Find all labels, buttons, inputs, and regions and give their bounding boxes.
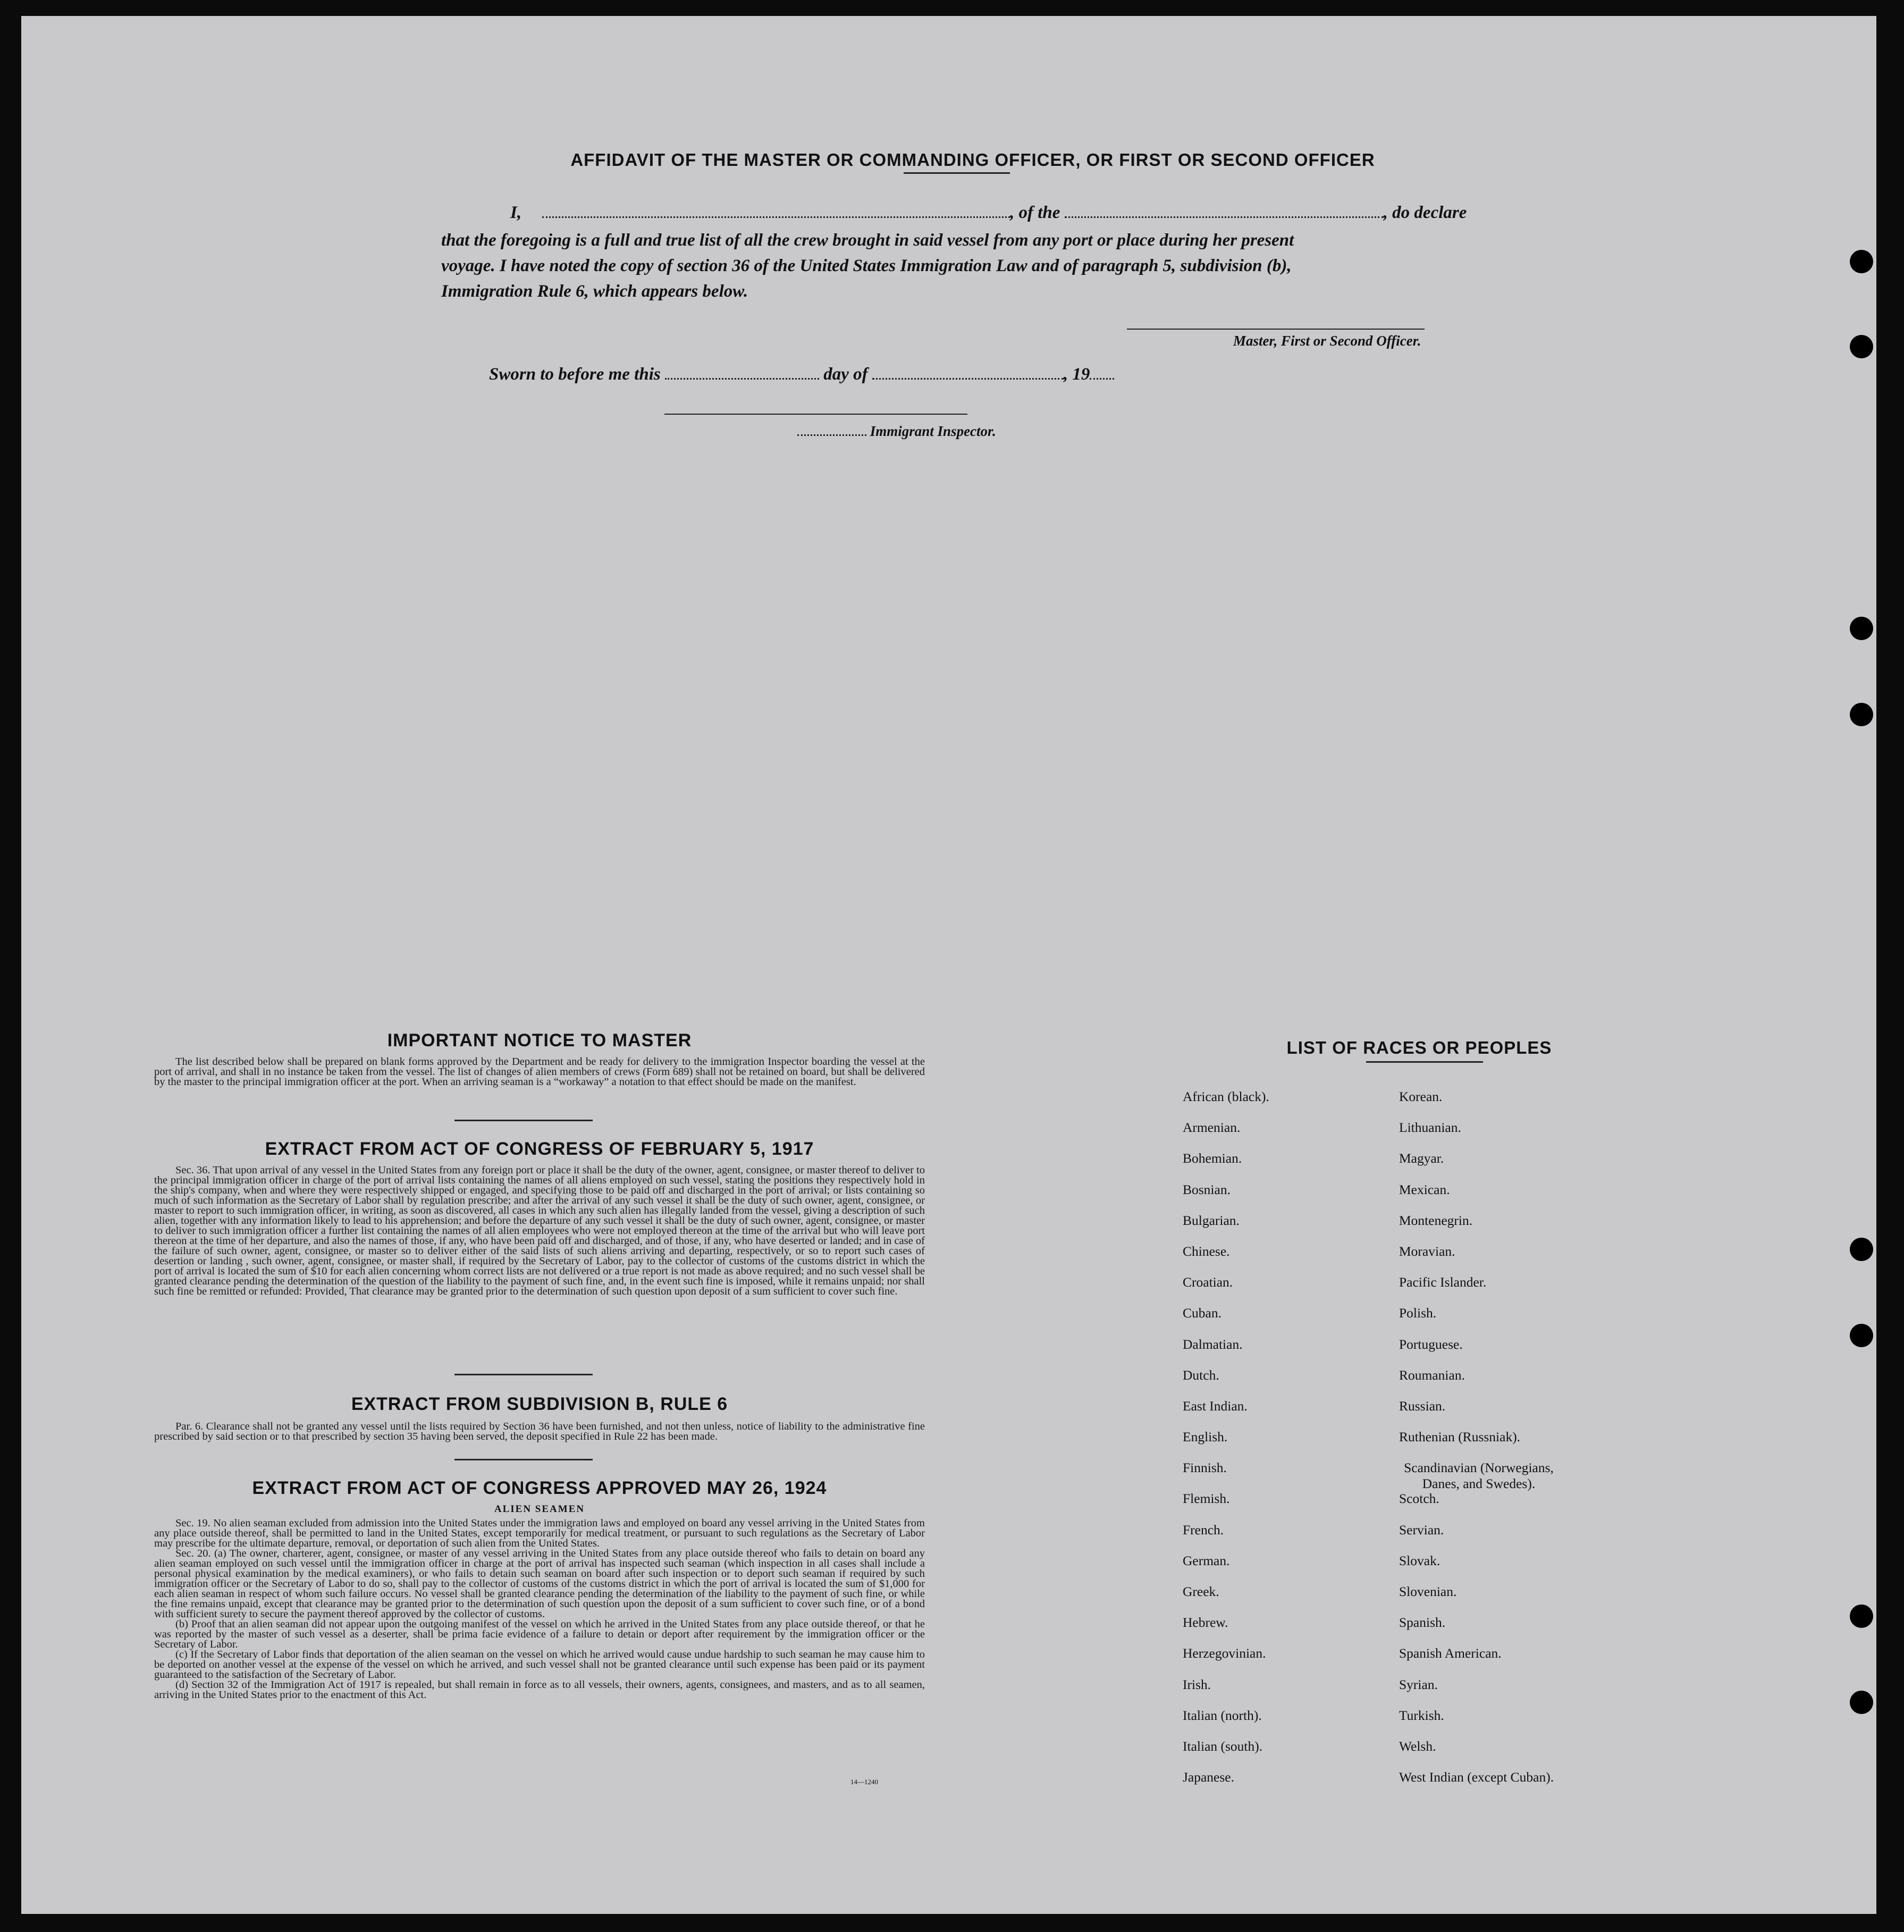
race-item: Scandinavian (Norwegians, Danes, and Swedes). [1404, 1460, 1554, 1492]
sec-20b-paragraph: (b) Proof that an alien seaman did not appear upon the outgoing manifest of the vessel on which he arrived in the United States from any place outside thereof, or that he was reported by the master of such vessel as a deserter, shall be prima facie evidence of a failure to detain or deport after requirement by the immigration officer or the Secretary of Labor. [154, 1618, 925, 1650]
affidavit-line-1 [441, 200, 1494, 225]
notice-paragraph: The list described below shall be prepared on blank forms approved by the Department and be ready for delivery to the immigration Inspector boarding the vessel at the port of arrival, and shall in no instance be taken from the vessel. The list of changes of alien members of crews (Form 689) shall not be retained on board, but shall be delivered by the master to the principal immigration officer at the port. When an arriving seaman is a “workaway” a notation to that effect should be made on the manifest. [154, 1056, 925, 1088]
race-item: French. [1183, 1522, 1224, 1538]
race-item: Moravian. [1399, 1243, 1455, 1259]
title-divider [904, 172, 1010, 174]
race-item: German. [1183, 1552, 1230, 1568]
of-the-label: , of the [1010, 203, 1060, 222]
races-divider [1366, 1061, 1483, 1063]
affidavit-line-2: that the foregoing is a full and true list of all the crew brought in said vessel from any port or place during her present [441, 231, 1294, 250]
race-item: Servian. [1399, 1522, 1444, 1538]
form-number: 14—1240 [850, 1778, 878, 1786]
race-item: East Indian. [1183, 1398, 1248, 1414]
master-signature-line[interactable] [1127, 329, 1425, 330]
race-item: Mexican. [1399, 1181, 1450, 1197]
race-item: Italian (north). [1183, 1707, 1262, 1723]
punch-hole [1850, 617, 1873, 640]
race-item: Pacific Islander. [1399, 1274, 1487, 1290]
punch-hole [1850, 1605, 1873, 1628]
extract-1917-title: EXTRACT FROM ACT OF CONGRESS OF FEBRUARY 5, 1917 [265, 1139, 814, 1159]
race-item: Japanese. [1183, 1769, 1234, 1785]
sworn-day-of-label: day of [823, 365, 868, 384]
race-item: Hebrew. [1183, 1615, 1228, 1631]
race-item: Bosnian. [1183, 1181, 1231, 1197]
sworn-year-field[interactable] [1090, 378, 1114, 380]
race-item: Scotch. [1399, 1491, 1439, 1507]
race-item: Korean. [1399, 1089, 1443, 1104]
extract-rule6-body [154, 1422, 925, 1442]
section-divider [454, 1459, 593, 1460]
affidavit-line-4: Immigration Rule 6, which appears below. [441, 282, 748, 301]
sworn-line [489, 362, 1233, 387]
extract-1917-body [154, 1165, 925, 1297]
sec-36-paragraph: Sec. 36. That upon arrival of any vessel in the United States from any foreign port or place it shall be the duty of the owner, agent, consignee, or master thereof to deliver to the principal immigration officer in charge of the port of arrival lists containing the names of all aliens employed on such vessel, stating the positions they respectively hold in the ship's company, when and where they were respectively shipped or engaged, and specifying those to be paid off and discharged in the port of arrival; or lists containing so much of such information as the Secretary of Labor shall by regulation prescribe; and after the arrival of any such vessel it shall be the duty of such owner, agent, consignee, or master to report to such immigration officer, in writing, as soon as discovered, all cases in which any such alien has illegally landed from the vessel, giving a description of such alien, together with any information likely to lead to his apprehension; and before the departure of any such vessel it shall be the duty of such owner, agent, consignee, or master to deliver to such immigration officer a further list containing the names of all alien employees who were not employed thereon at the time of the arrival but who will leave port thereon at the time of her departure, and also the names of those, if any, who have been paid off and discharged, and of those, if any, who have deserted or landed; and in case of the failure of such owner, agent, consignee, or master so to deliver either of the said lists of such aliens arriving and departing, respectively, or so to report such cases of desertion or landing , such owner, agent, consignee, or master shall, if required by the Secretary of Labor, pay to the collector of customs of the customs district in which the port of arrival is located the sum of $10 for each alien concerning whom correct lists are not delivered or a true report is not made as above required; and no such vessel shall be granted clearance pending the determination of the question of the liability to the payment of such fine, and, in the event such fine is imposed, while it remains unpaid; nor shall such fine be remitted or refunded: Provided, That clearance may be granted prior to the determination of such question upon deposit of a sum sufficient to cover such fine. [154, 1164, 925, 1297]
declare-label: , do declare [1383, 203, 1467, 222]
extract-1924-body [154, 1518, 925, 1700]
race-item: Magyar. [1399, 1150, 1444, 1166]
race-item: Portuguese. [1399, 1336, 1463, 1352]
races-title: LIST OF RACES OR PEOPLES [1286, 1038, 1552, 1057]
inspector-signature-line[interactable] [664, 414, 967, 415]
race-item: Finnish. [1183, 1460, 1227, 1476]
master-signature-caption: Master, First or Second Officer. [1233, 333, 1421, 349]
affidavit-i-label: I, [510, 203, 522, 222]
section-divider [454, 1120, 593, 1121]
affidavit-title: AFFIDAVIT OF THE MASTER OR COMMANDING OFFICER, OR FIRST OR SECOND OFFICER [570, 150, 1375, 170]
race-item: Lithuanian. [1399, 1120, 1461, 1136]
sworn-prefix: Sworn to before me this [489, 365, 661, 384]
punch-hole [1850, 1324, 1873, 1347]
race-item: Cuban. [1183, 1305, 1221, 1321]
race-item: Croatian. [1183, 1274, 1233, 1290]
notice-title: IMPORTANT NOTICE TO MASTER [387, 1030, 692, 1051]
sec-20d-paragraph: (d) Section 32 of the Immigration Act of 1917 is repealed, but shall remain in force as to all vessels, their owners, agents, consignees, and masters, and as to all seamen, arriving in the United States prior to the enactment of this Act. [154, 1679, 925, 1701]
officer-name-field[interactable] [542, 216, 1010, 218]
alien-seamen-heading: ALIEN SEAMEN [494, 1503, 585, 1515]
race-item: Slovenian. [1399, 1584, 1457, 1599]
race-item: Bulgarian. [1183, 1212, 1240, 1228]
punch-hole [1850, 703, 1873, 726]
race-item: English. [1183, 1429, 1228, 1445]
extract-rule6-title: EXTRACT FROM SUBDIVISION B, RULE 6 [351, 1394, 728, 1414]
sworn-month-field[interactable] [872, 378, 1064, 380]
punch-hole [1850, 1691, 1873, 1714]
sworn-year-label: , 19 [1063, 365, 1090, 384]
race-item: Roumanian. [1399, 1367, 1465, 1383]
race-item: Welsh. [1399, 1738, 1436, 1754]
race-item: Slovak. [1399, 1552, 1440, 1568]
section-divider [454, 1374, 593, 1375]
form-sheet [21, 16, 1876, 1914]
par-6-paragraph: Par. 6. Clearance shall not be granted any vessel until the lists required by Section 36 have been furnished, and not then unless, notice of liability to the administrative fine prescribed by said section or to that prescribed by section 35 having been served, the deposit specified in Rule 22 has been made. [154, 1421, 925, 1442]
race-item: Flemish. [1183, 1491, 1230, 1507]
race-item: Turkish. [1399, 1707, 1444, 1723]
race-item: Armenian. [1183, 1120, 1241, 1136]
race-item: Montenegrin. [1399, 1212, 1473, 1228]
extract-1924-title: EXTRACT FROM ACT OF CONGRESS APPROVED MAY 26, 1924 [252, 1478, 827, 1498]
race-item: Chinese. [1183, 1243, 1230, 1259]
race-item: Dalmatian. [1183, 1336, 1243, 1352]
punch-hole [1850, 1238, 1873, 1261]
sec-20a-paragraph: Sec. 20. (a) The owner, charterer, agent, consignee, or master of any vessel arriving in the United States from any place outside thereof who fails to detain on board any alien seaman employed on such vessel until the immigration officer in charge at the port of arrival has inspected such seaman (which inspection in all cases shall include a personal physical examination by the medical examiners), or who fails to detain such seaman on board after such inspection or to deport such seaman if required by such immigration officer or the Secretary of Labor to do so, shall pay to the collector of customs of the customs district in which the port of arrival is located the sum of $1,000 for each alien seaman in respect of whom such failure occurs. No vessel shall be granted clearance pending the determination of the liability to the payment of such fine, or while the fine remains unpaid, except that clearance may be granted prior to the determination of such question upon the deposit of a sum sufficient to cover such fine, or of a bond with sufficient surety to secure the payment thereof approved by the collector of customs. [154, 1548, 925, 1620]
race-item: Greek. [1183, 1584, 1219, 1599]
race-item: Ruthenian (Russniak). [1399, 1429, 1521, 1445]
races-column-2 [1399, 1089, 1628, 1800]
race-item: Syrian. [1399, 1676, 1438, 1692]
notice-body [154, 1057, 925, 1087]
race-item: Bohemian. [1183, 1150, 1242, 1166]
sec-20c-paragraph: (c) If the Secretary of Labor finds that deportation of the alien seaman on the vessel on which he arrived would cause undue hardship to such seaman he may cause him to be deported on another vessel at the expense of the vessel on which he arrived, and such vessel shall not be granted clearance until such expense has been paid or its payment guaranteed to the satisfaction of the Secretary of Labor. [154, 1649, 925, 1681]
race-item: Spanish American. [1399, 1645, 1502, 1661]
inspector-signature-caption [797, 423, 996, 440]
punch-hole [1850, 335, 1873, 358]
sec-19-paragraph: Sec. 19. No alien seaman excluded from admission into the United States under the immigration laws and employed on board any vessel arriving in the United States from any place outside thereof, shall be permitted to land in the United States, except temporarily for medical treatment, or pursuant to such regulations as the Secretary of Labor may prescribe for the ultimate departure, removal, or deportation of such alien from the United States. [154, 1517, 925, 1549]
race-item: Herzegovinian. [1183, 1645, 1266, 1661]
race-item: Dutch. [1183, 1367, 1219, 1383]
race-item: African (black). [1183, 1089, 1269, 1104]
race-item: Russian. [1399, 1398, 1446, 1414]
race-item: Irish. [1183, 1676, 1211, 1692]
race-item: West Indian (except Cuban). [1399, 1769, 1554, 1785]
affidavit-line-3: voyage. I have noted the copy of section 36 of the United States Immigration Law and of paragraph 5, subdivision (b), [441, 256, 1292, 275]
sworn-date-field[interactable] [665, 378, 819, 380]
punch-hole [1850, 250, 1873, 273]
race-item: Italian (south). [1183, 1738, 1263, 1754]
race-item: Polish. [1399, 1305, 1437, 1321]
races-column-1 [1183, 1089, 1374, 1800]
inspector-caption-text: Immigrant Inspector. [870, 423, 996, 439]
race-item: Spanish. [1399, 1615, 1446, 1631]
vessel-name-field[interactable] [1065, 216, 1384, 218]
